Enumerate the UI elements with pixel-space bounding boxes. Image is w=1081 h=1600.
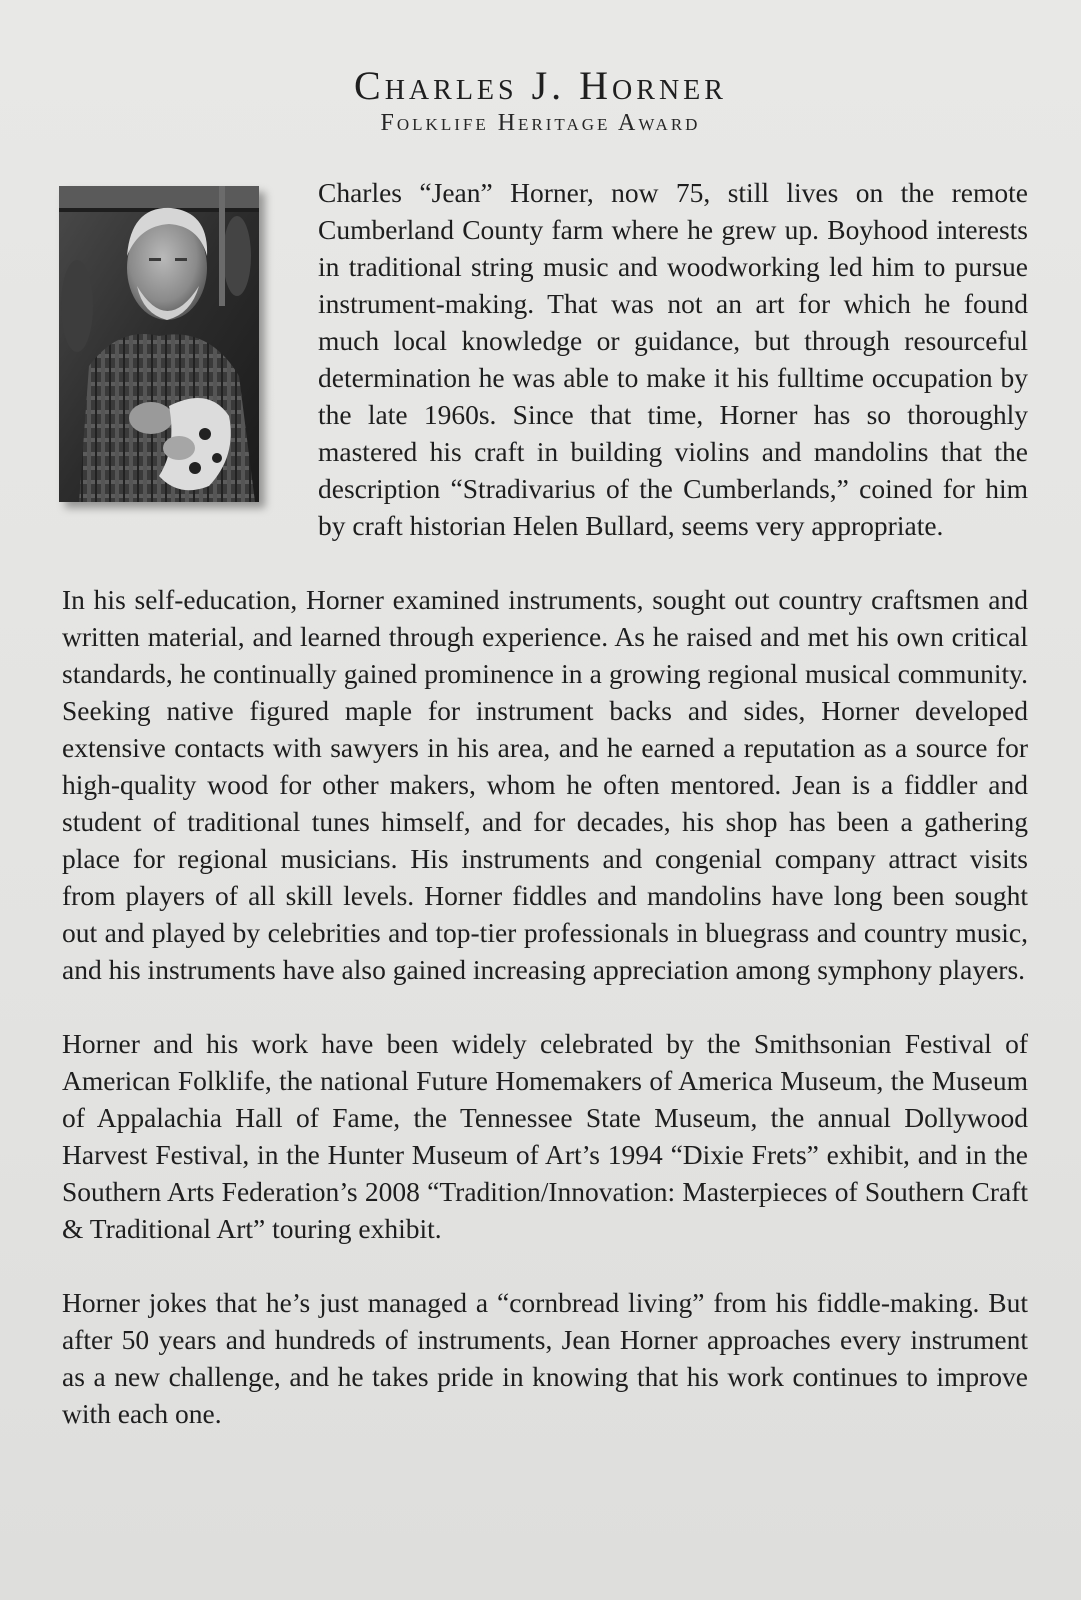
paragraph-1: Charles “Jean” Horner, now 75, still lives on the remote Cumberland County farm where he grew up. Boyhood interests in traditional string music and woodworking led him to pursue instrument-making. That was not an art for which he found much local knowledge or guidance, but through resourceful determination he was able to make it his fulltime occupation by the late 1960s. Since that time, Horner has so thoroughly mastered his craft in building violins and mandolins that the description “Stradivarius of the Cumberlands,” coined for him by craft historian Helen Bullard, seems very appropriate. [318,177,1028,541]
paragraph-3: Horner and his work have been widely celebrated by the Smithsonian Festival of American Folklife, the national Future Homemakers of America Museum, the Museum of Appalachia Hall of Fame, the Tennessee State Museum, the annual Dollywood Harvest Festival, in the Hunter Museum of Art’s 1994 “Dixie Frets” exhibit, and in the Southern Arts Federation’s 2008 “Tradition/Innovation: Masterpieces of Southern Craft & Traditional Art” touring exhibit. [62,1028,1028,1244]
photo-spacer [62,174,318,544]
award-subtitle: Folklife Heritage Award [380,110,701,136]
page-title: Charles J. Horner [354,63,727,108]
paragraph-4: Horner jokes that he’s just managed a “cornbread living” from his fiddle-making. But after 50 years and hundreds of instruments, Jean Horner approaches every instrument as a new challenge, and he takes pride in knowing that his work continues to improve with each one. [62,1287,1028,1429]
paragraph-2: In his self-education, Horner examined instruments, sought out country craftsmen and written material, and learned through experience. As he raised and met his own critical standards, he continually gained prominence in a growing regional musical community. Seeking native figured maple for instrument backs and sides, Horner developed extensive contacts with sawyers in his area, and he earned a reputation as a source for high-quality wood for other makers, whom he often mentored. Jean is a fiddler and student of traditional tunes himself, and for decades, his shop has been a gathering place for regional musicians. His instruments and congenial company attract visits from players of all skill levels. Horner fiddles and mandolins have long been sought out and played by celebrities and top-tier professionals in bluegrass and country music, and his instruments have also gained increasing appreciation among symphony players. [62,584,1028,985]
article-body [62,174,1028,1469]
